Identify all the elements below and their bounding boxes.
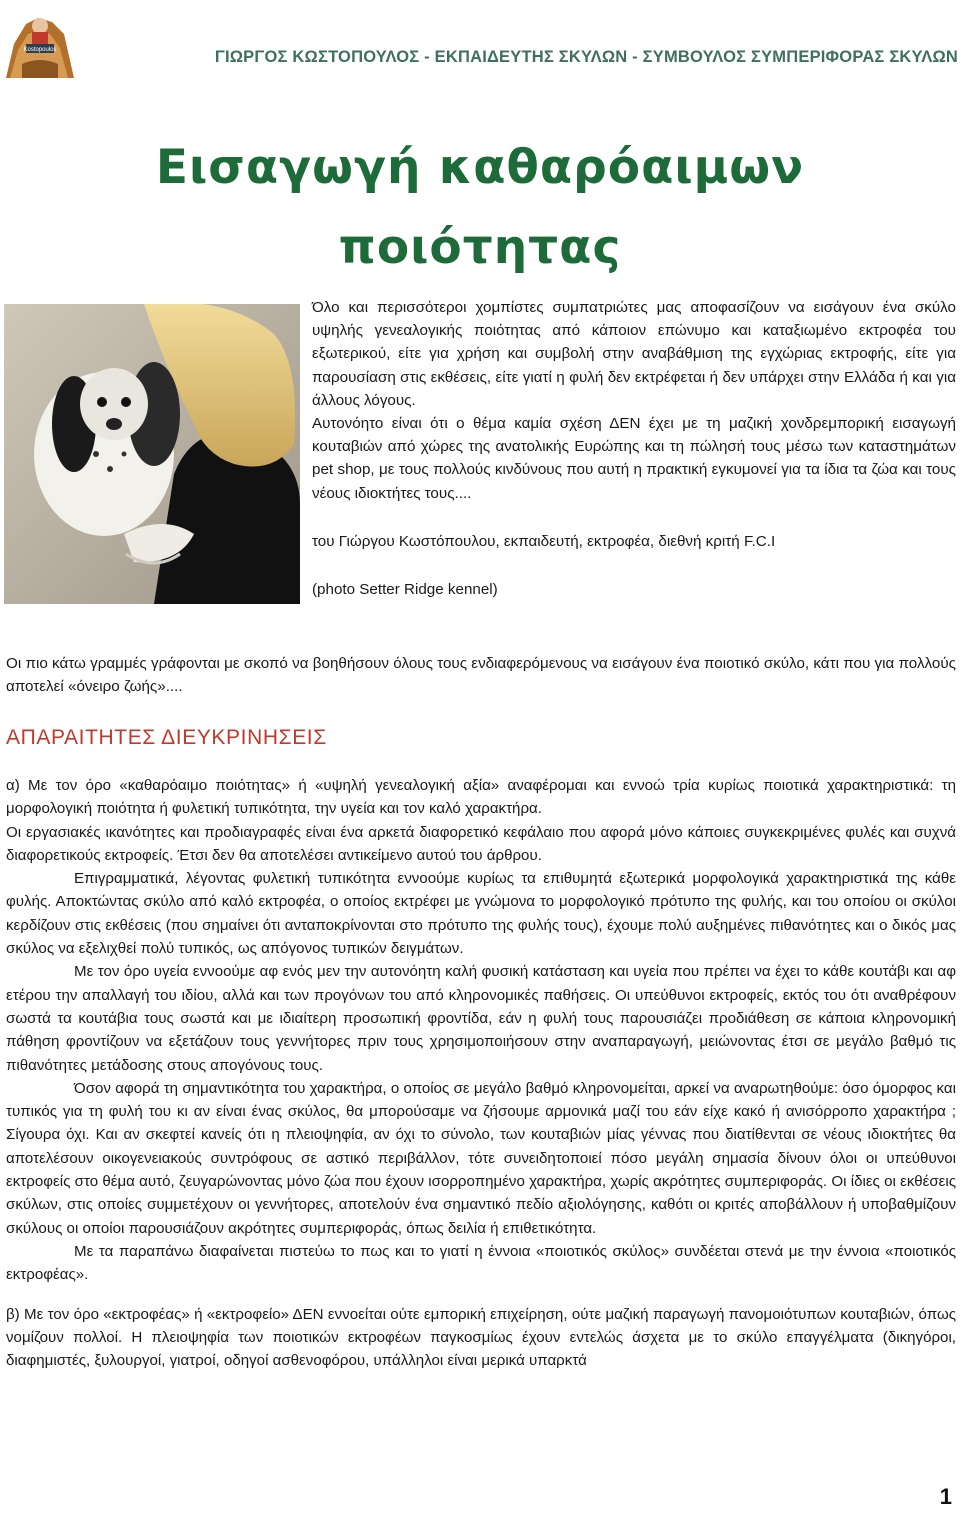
intro-paragraph: Αυτονόητο είναι ότι ο θέμα καμία σχέση ΔΕΝ έχει με τη μαζική χονδρεμπορική εισαγωγή κουταβιών από χώρες της ανατολικής Ευρώπης και τη πώλησή τους μέσω των καταστημάτων pet shop, με τους πολλούς κινδύνους που αυτή η πρακτική εγκυμονεί για τα ίδια τα ζώα και τους νέους ιδιοκτήτες τους....: [312, 415, 956, 502]
body-paragraph: Οι εργασιακές ικανότητες και προδιαγραφές είναι ένα αρκετά διαφορετικό κεφάλαιο που αφορά μόνο κάποιες συγκεκριμένες φυλές και συχνά διαφορετικούς εκτροφείς. Έτσι δεν θα αποτελέσει αντικείμενο αυτού του άρθρου.: [6, 823, 956, 864]
author-byline: του Γιώργου Κωστόπουλου, εκπαιδευτή, εκτροφέα, διεθνή κριτή F.C.I: [312, 533, 776, 550]
article-photo: [4, 304, 300, 604]
body-paragraph: Όσον αφορά τη σημαντικότητα του χαρακτήρα, ο οποίος σε μεγάλο βαθμό κληρονομείται, αρκεί να αναρωτηθούμε: όσο όμορφος και τυπικός για τη φυλή του κι αν είναι ένας σκύλος, θα μπορούσαμε να ζήσουμε αρμονικά μαζί του εάν είχε κακό ή ανισόρροπο χαρακτήρα ; Σίγουρα όχι. Και αν σκεφτεί κανείς ότι η πλειοψηφία, αν όχι το σύνολο, των κουταβιών μίας γέννας που διατίθενται σε νέους ιδιοκτήτες θα αποτελέσουν οικογενειακούς συντρόφους σε αστικό περιβάλλον, τότε συνειδητοποιεί πόσο μεγάλη σημασία δίνουν όλοι οι υπεύθυνοι εκτροφείς στο θέμα αυτό, ζευγαρώνοντας μόνο ζώα που έχουν ισορροπημένο χαρακτήρα, χωρίς ακρότητες συμπεριφοράς. Οι ίδιες οι εκθέσεις σκύλων, στις οποίες συμμετέχουν οι γεννήτορες, αποτελούν ένα σημαντικό πεδίο αξιολόγησης, καθότι οι κριτές αποβάλλουν ή υποβαθμίζουν σκύλους οι οποίοι παρουσιάζουν ακρότητες συμπεριφοράς, όπως δειλία ή επιθετικότητα.: [6, 1079, 956, 1237]
page-number: 1: [939, 1484, 952, 1509]
header-title: ΓΙΩΡΓΟΣ ΚΩΣΤΟΠΟΥΛΟΣ - ΕΚΠΑΙΔΕΥΤΗΣ ΣΚΥΛΩΝ - ΣΥΜΒΟΥΛΟΣ ΣΥΜΠΕΡΙΦΟΡΑΣ ΣΚΥΛΩΝ: [214, 48, 958, 66]
body-paragraph: Με τα παραπάνω διαφαίνεται πιστεύω το πως και το γιατί η έννοια «ποιοτικός σκύλος» συνδέεται στενά με την έννοια «ποιοτικός εκτροφέας».: [6, 1242, 956, 1284]
section-heading: ΑΠΑΡΑΙΤΗΤΕΣ ΔΙΕΥΚΡΙΝΗΣΕΙΣ: [6, 726, 327, 749]
title-line-1: Εισαγωγή καθαρόαιμων: [155, 140, 805, 195]
lead-paragraph: Οι πιο κάτω γραμμές γράφονται με σκοπό να βοηθήσουν όλους τους ενδιαφερόμενους να εισάγουν ένα ποιοτικό σκύλο, κάτι που για πολλούς αποτελεί «όνειρο ζωής»....: [6, 655, 956, 695]
site-logo[interactable]: [4, 4, 76, 78]
logo-image: [4, 4, 76, 78]
body-paragraph: β) Με τον όρο «εκτροφέας» ή «εκτροφείο» ΔΕΝ εννοείται ούτε εμπορική επιχείρηση, ούτε μαζική παραγωγή πανομοιότυπων κουταβιών, όπως νομίζουν πολλοί. Η πλειοψηφία των ποιοτικών εκτροφέων παγκοσμίως έχουν εντελώς άσχετα με το σκύλο επαγγέλματα (δικηγόροι, διαφημιστές, ξυλουργοί, γιατροί, οδηγοί ασθενοφόρου, υπάλληλοι είναι μερικά υπαρκτά: [6, 1305, 956, 1370]
svg-text:Kostopoulos: Kostopoulos: [23, 47, 57, 53]
body-paragraph: Επιγραμματικά, λέγοντας φυλετική τυπικότητα εννοούμε κυρίως τα επιθυμητά εξωτερικά μορφολογικά χαρακτηριστικά της κάθε φυλής. Αποκτώντας σκύλο από καλό εκτροφέα, ο οποίος εκτρέφει με γνώμονα το μορφολογικό πρότυπο της φυλής, και του οποίου οι σκύλοι κερδίζουν στις εκθέσεις (που σημαίνει ότι ανταποκρίνονται στο πρότυπο της φυλής τους), έχουμε πολύ αυξημένες πιθανότητες και ο δικός μας σκύλος να εξελιχθεί πολύ τυπικός, ως απόγονος τυπικών δειγμάτων.: [6, 870, 956, 958]
article-body: [6, 774, 956, 1372]
puppy-photo-illustration: [4, 304, 300, 604]
body-paragraph: α) Με τον όρο «καθαρόαιμο ποιότητας» ή «υψηλή γενεαλογική αξία» αναφέρομαι και εννοώ τρία κυρίως ποιοτικά χαρακτηριστικά: τη μορφολογική ποιότητα ή φυλετική τυπικότητα, την υγεία και τον καλό χαρακτήρα.: [6, 777, 956, 818]
intro-paragraph: Όλο και περισσότεροι χομπίστες συμπατριώτες μας αποφασίζουν να εισάγουν ένα σκύλο υψηλής γενεαλογικής ποιότητας από κάποιον επώνυμο και καταξιωμένο εκτροφέα του εξωτερικού, είτε για χρήση και συμβολή στην αναβάθμιση της εγχώριας εκτροφής, είτε για παρουσίαση στις εκθέσεις, είτε γιατί η φυλή δεν εκτρέφεται ή δεν υπάρχει στην Ελλάδα ή και για άλλους λόγους.: [312, 299, 956, 409]
title-line-2: ποιότητας: [338, 220, 622, 275]
article-title: [100, 128, 860, 288]
intro-text: [312, 296, 956, 505]
photo-credit: (photo Setter Ridge kennel): [312, 581, 498, 598]
body-paragraph: Με τον όρο υγεία εννοούμε αφ ενός μεν την αυτονόητη καλή φυσική κατάσταση και υγεία που πρέπει να έχει το κάθε κουτάβι και αφ ετέρου την απαλλαγή του ιδίου, αλλά και των προγόνων του από κληρονομικές παθήσεις. Οι υπεύθυνοι εκτροφείς, εκτός του ότι αναθρέφουν σωστά τα κουτάβια τους σωστά και με ιδιαίτερη προσωπική φροντίδα, εάν η φυλή τους παρουσιάζει προδιάθεση σε κάποια κληρονομική πάθηση φροντίζουν να εξετάζουν τους γεννήτορες πριν τους χρησιμοποιήσουν στην αναπαραγωγή, μειώνοντας έτσι σε μεγάλο βαθμό τις πιθανότητες μετάδοσης στους απογόνους τους.: [6, 963, 956, 1074]
